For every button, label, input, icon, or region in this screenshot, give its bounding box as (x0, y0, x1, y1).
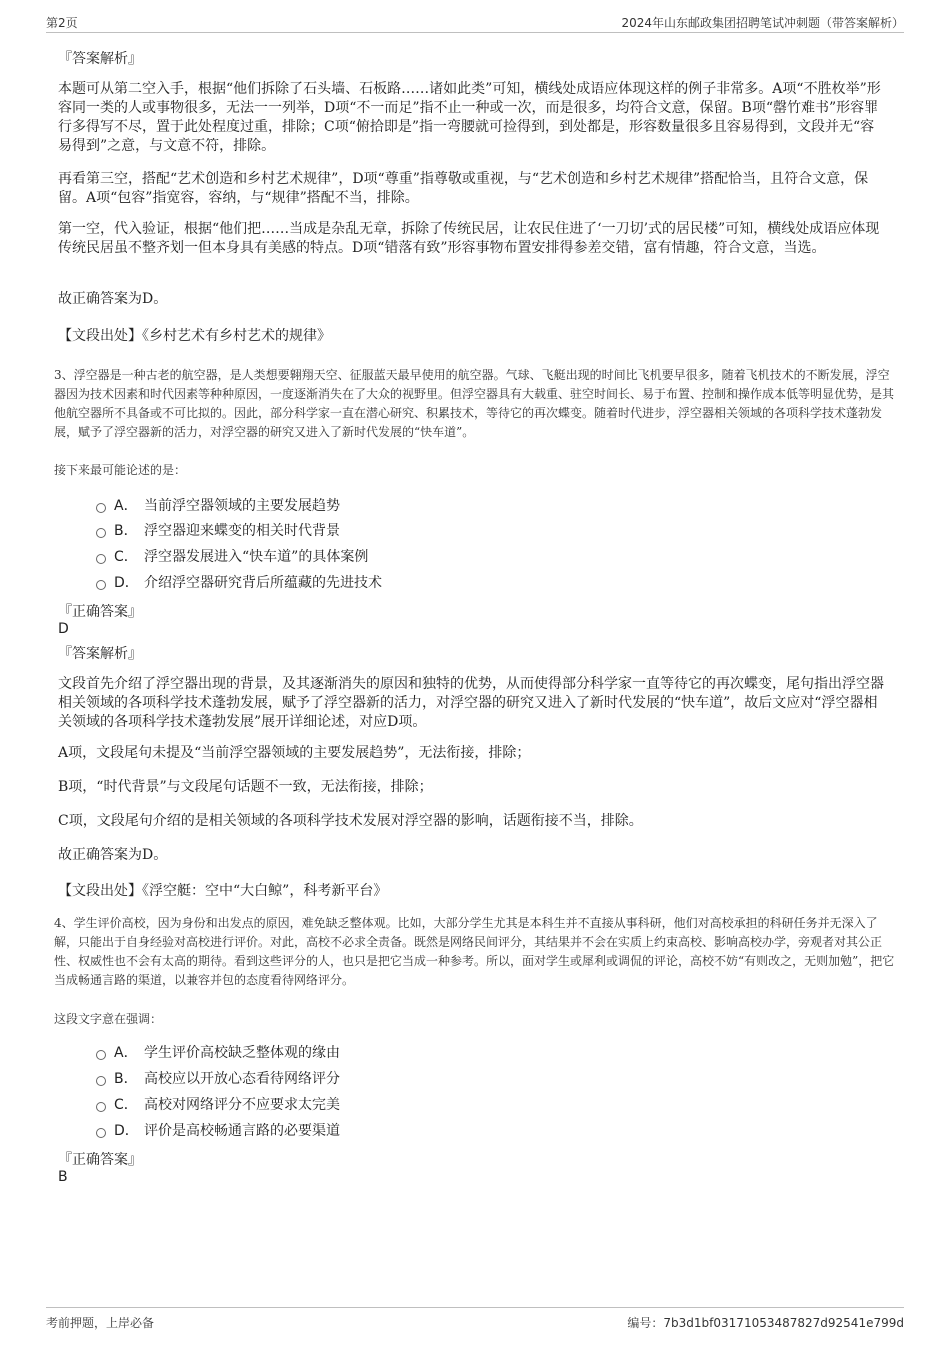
q3-option-a[interactable]: A． 当前浮空器领域的主要发展趋势 (96, 497, 340, 515)
q2-conclusion: 故正确答案为D。 (58, 291, 168, 307)
q2-analysis-para-3: 第一空，代入验证，根据“他们把……当成是杂乱无章，拆除了传统民居，让农民住进了‘一刀切’式的居民楼”可知，横线处成语应体现传统民居虽不整齐划一但本身具有美感的特点。D项“错落有致”形容事物布置安排得参差交错，富有情趣，符合文意，当选。 (58, 221, 880, 256)
q4-answer-label: 『正确答案』 (58, 1152, 142, 1168)
document-title: 2024年山东邮政集团招聘笔试冲刺题（带答案解析） (621, 16, 904, 30)
q4-answer: B (58, 1169, 68, 1185)
q4-prompt: 这段文字意在强调： (54, 1012, 163, 1026)
q3-prompt: 接下来最可能论述的是： (54, 463, 187, 477)
q2-analysis-para-2: 再看第三空，搭配“艺术创造和乡村艺术规律”，D项“尊重”指尊敬或重视，与“艺术创造和乡村艺术规律”搭配恰当，且符合文意，保留。A项“包容”指宽容，容纳，与“规律”搭配不当，排除。 (58, 171, 869, 206)
footer-slogan: 考前押题，上岸必备 (46, 1316, 155, 1330)
q2-analysis-label: 『答案解析』 (58, 51, 142, 67)
q4-option-d[interactable]: D． 评价是高校畅通言路的必要渠道 (96, 1122, 340, 1140)
q4-stem: 4、学生评价高校，因为身份和出发点的原因，难免缺乏整体观。比如，大部分学生尤其是本科生并不直接从事科研，他们对高校承担的科研任务并无深入了解，只能出于自身经验对高校进行评价。对此，高校不必求全责备。既然是网络民间评分，其结果并不会在实质上约束高校、影响高校办学，旁观者对其公正性、权威性也不会有太高的期待。看到这些评分的人，也只是把它当成一种参考。所以，面对学生或犀利或调侃的评论，高校不妨“有则改之，无则加勉”，把它当成畅通言路的渠道，以兼容并包的态度看待网络评分。 (54, 916, 895, 987)
q3-analysis-para-1: 文段首先介绍了浮空器出现的背景，及其逐渐消失的原因和独特的优势，从而使得部分科学家一直等待它的再次蝶变，尾句指出浮空器相关领域的各项科学技术蓬勃发展，赋予了浮空器新的活力，对浮空器的研究又进入了新时代发展的“快车道”，故后文应对“浮空器相关领域的各项科学技术蓬勃发展”展开详细论述，对应D项。 (58, 676, 884, 730)
radio-icon[interactable] (96, 1076, 106, 1086)
q3-analysis-para-3: B项，“时代背景”与文段尾句话题不一致，无法衔接，排除； (58, 779, 433, 795)
page-footer (46, 1307, 904, 1332)
radio-icon[interactable] (96, 503, 106, 513)
q3-stem: 3、浮空器是一种古老的航空器，是人类想要翱翔天空、征服蓝天最早使用的航空器。气球、飞艇出现的时间比飞机要早很多，随着飞机技术的不断发展，浮空器因为技术因素和时代因素等种种原因，一度逐渐消失在了大众的视野里。但浮空器具有大载重、驻空时间长、易于布置、控制和操作成本低等明显优势，是其他航空器所不具备或不可比拟的。因此，部分科学家一直在潜心研究、积累技术，等待它的再次蝶变。随着时代进步，浮空器相关领域的各项科学技术蓬勃发展，赋予了浮空器新的活力，对浮空器的研究又进入了新时代发展的“快车道”。 (54, 368, 895, 439)
q3-answer-label: 『正确答案』 (58, 604, 142, 620)
q3-analysis-para-4: C项，文段尾句介绍的是相关领域的各项科学技术发展对浮空器的影响，话题衔接不当，排除。 (58, 813, 643, 829)
radio-icon[interactable] (96, 554, 106, 564)
radio-icon[interactable] (96, 528, 106, 538)
q3-answer: D (58, 621, 69, 637)
page-number: 第2页 (46, 16, 78, 30)
q3-option-c[interactable]: C． 浮空器发展进入“快车道”的具体案例 (96, 548, 368, 566)
page-header (46, 12, 904, 33)
q3-source: 【文段出处】《浮空艇：空中“大白鲸”，科考新平台》 (58, 883, 388, 899)
radio-icon[interactable] (96, 1050, 106, 1060)
q2-analysis-para-1: 本题可从第二空入手，根据“他们拆除了石头墙、石板路……诸如此类”可知，横线处成语应体现这样的例子非常多。A项“不胜枚举”形容同一类的人或事物很多，无法一一列举，D项“不一而足”指不止一种或一次，而是很多，均符合文意，保留。B项“罄竹难书”形容罪行多得写不尽，置于此处程度过重，排除；C项“俯拾即是”指一弯腰就可捡得到，到处都是，形容数量很多且容易得到，文段并无“容易得到”之意，与文意不符，排除。 (58, 81, 881, 154)
q4-option-b[interactable]: B． 高校应以开放心态看待网络评分 (96, 1070, 340, 1088)
q3-option-b[interactable]: B． 浮空器迎来蝶变的相关时代背景 (96, 522, 340, 540)
q3-option-d[interactable]: D． 介绍浮空器研究背后所蕴藏的先进技术 (96, 574, 382, 592)
radio-icon[interactable] (96, 1102, 106, 1112)
q3-analysis-para-2: A项，文段尾句未提及“当前浮空器领域的主要发展趋势”，无法衔接，排除； (58, 745, 531, 761)
q2-source: 【文段出处】《乡村艺术有乡村艺术的规律》 (58, 328, 331, 344)
q4-option-a[interactable]: A． 学生评价高校缺乏整体观的缘由 (96, 1044, 340, 1062)
radio-icon[interactable] (96, 1128, 106, 1138)
radio-icon[interactable] (96, 580, 106, 590)
q4-option-c[interactable]: C． 高校对网络评分不应要求太完美 (96, 1096, 340, 1114)
document-id: 编号：7b3d1bf03171053487827d92541e799d (627, 1316, 904, 1330)
q3-analysis-label: 『答案解析』 (58, 646, 142, 662)
q3-conclusion: 故正确答案为D。 (58, 847, 168, 863)
